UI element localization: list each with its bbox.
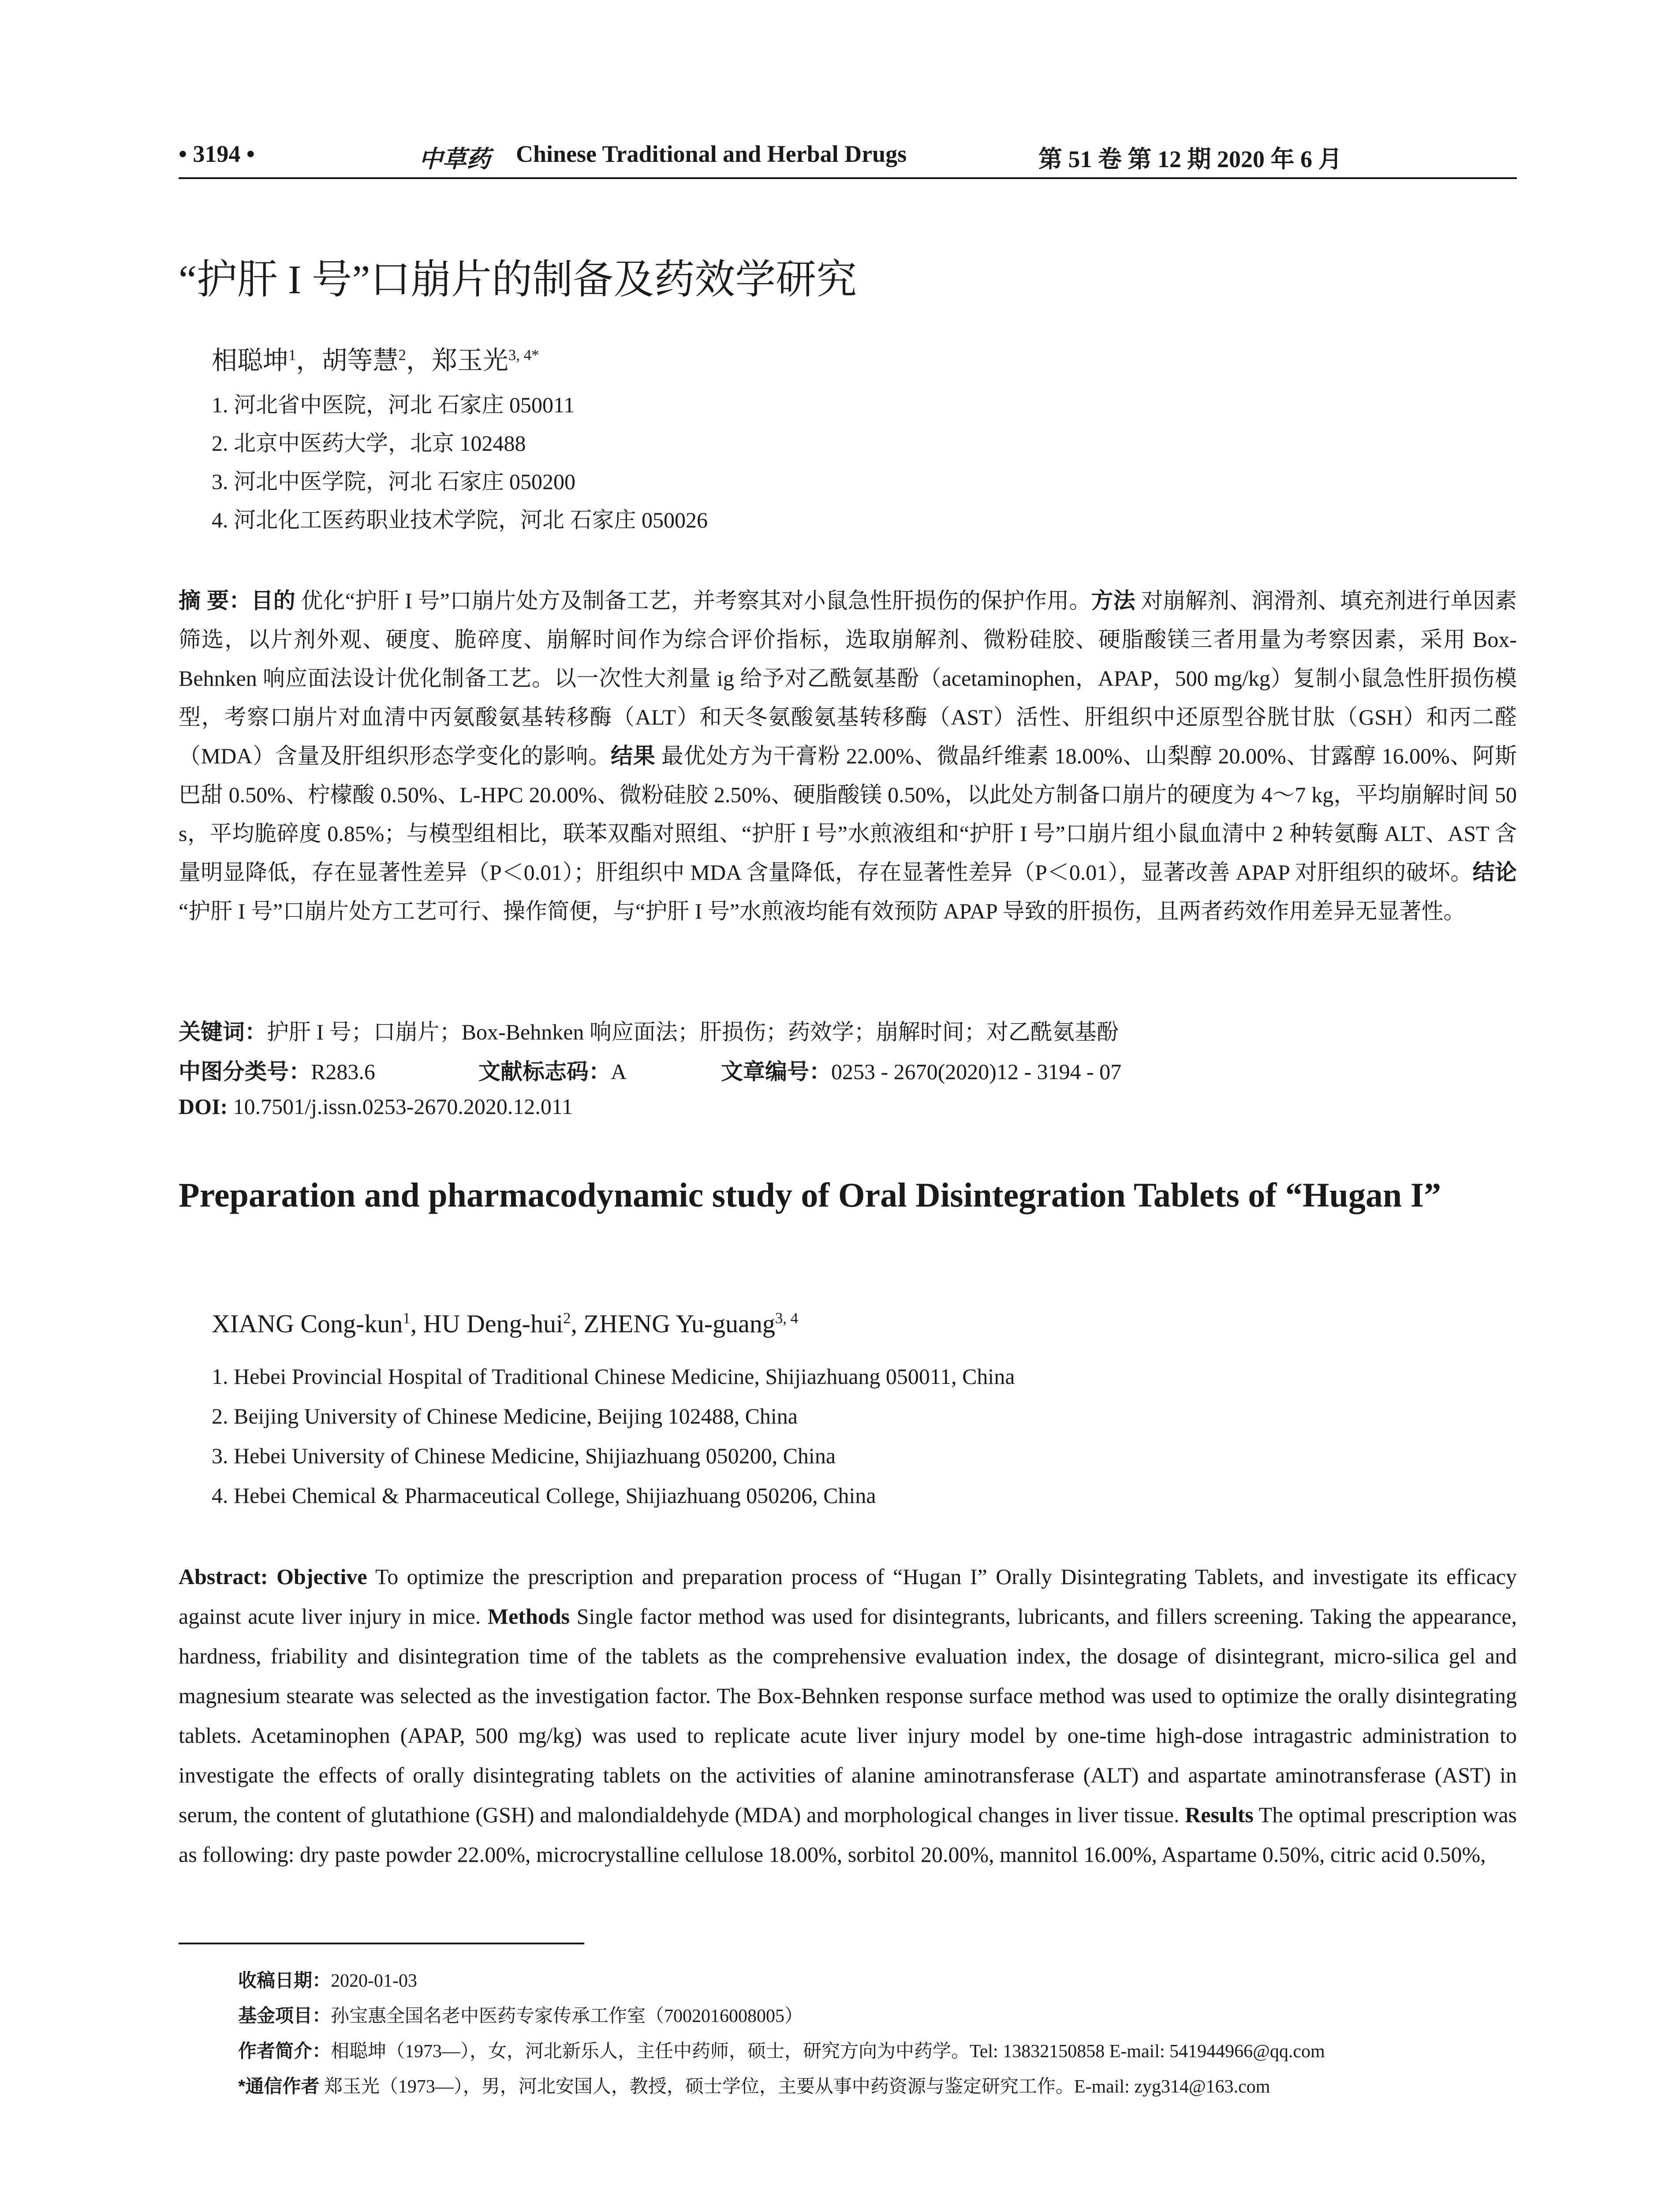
article-title-en: Preparation and pharmacodynamic study of Oral Disintegration Tablets of “Hugan I” [179,1176,1441,1214]
affiliation-en: 2. Beijing University of Chinese Medicine, Beijing 102488, China [212,1404,798,1428]
author-name: XIANG Cong-kun [212,1309,403,1338]
journal-name-cn: 中草药 [419,145,490,173]
document-code-value: A [611,1059,627,1084]
author-name: ZHENG Yu-guang [583,1309,775,1338]
affiliation-cn: 1. 河北省中医院，河北 石家庄 050011 [212,392,575,417]
corresponding-label: *通信作者 [238,2076,320,2097]
affiliation-cn: 2. 北京中医药大学，北京 102488 [212,431,526,456]
author-affiliation-mark: 1 [403,1309,411,1327]
fund-label: 基金项目： [238,2005,331,2026]
article-title-cn: “护肝 I 号”口崩片的制备及药效学研究 [179,257,857,302]
classification-line [179,1054,375,1086]
author-name: HU Deng-hui [423,1309,564,1338]
keywords-text: 护肝 I 号；口崩片；Box-Behnken 响应面法；肝损伤；药效学；崩解时间；对乙酰氨基酚 [267,1020,1119,1044]
page-number: • 3194 • [179,141,255,167]
doi-value[interactable]: 10.7501/j.issn.0253-2670.2020.12.011 [228,1094,573,1119]
keywords-label: 关键词： [179,1020,267,1044]
journal-name-en: Chinese Traditional and Herbal Drugs [516,141,907,167]
abstract-objective-label: Abstract: Objective [179,1564,367,1589]
author-affiliation-mark: 1 [288,346,296,364]
footnote-fund [238,2001,803,2028]
abstract-cn [179,581,1517,931]
author-separator: ， [296,346,322,375]
document-code-label: 文献标志码： [478,1059,611,1084]
objective-label: 目的 [251,588,295,613]
abstract-en [179,1557,1517,1874]
conclusion-text: “护肝 I 号”口崩片处方工艺可行、操作简便，与“护肝 I 号”水煎液均能有效预防 APAP 导致的肝损伤，且两者药效作用差异无显著性。 [179,899,1466,923]
issue-info: 第 51 卷 第 12 期 2020 年 6 月 [1038,146,1342,172]
methods-label: 方法 [1091,588,1135,613]
author-separator: , [410,1309,423,1338]
author-name: 相聪坤 [212,346,289,375]
author-separator: , [571,1309,584,1338]
footnote-received [238,1966,417,1992]
results-label: Results [1185,1802,1254,1827]
running-header [179,140,1517,180]
document-code [478,1054,627,1086]
affiliation-en: 4. Hebei Chemical & Pharmaceutical College, Shijiazhuang 050206, China [212,1483,876,1508]
author-separator: ， [406,346,432,375]
affiliation-en: 3. Hebei University of Chinese Medicine, Shijiazhuang 050200, China [212,1443,836,1468]
author-name: 郑玉光 [431,346,508,375]
doi-line [179,1094,573,1119]
received-label: 收稿日期： [238,1970,331,1991]
conclusion-label: 结论 [1472,860,1517,885]
footnote-rule [179,1943,584,1944]
authors-cn [212,340,539,377]
authors-en [212,1309,798,1338]
results-label: 结果 [611,744,656,768]
article-number-label: 文章编号： [721,1059,831,1084]
fund-text: 孙宝惠全国名老中医药专家传承工作室（7002016008005） [331,2006,803,2026]
methods-text: Single factor method was used for disintegrants, lubricants, and fillers screening. Taking the appearance, hardness, friability and disintegration time of the tablets as the comprehensive evaluation index, the dosage of disintegrant, micro-silica gel and magnesium stearate was selected as the investigation factor. The Box-Behnken response surface method was used to optimize the orally disintegrating tablets. Acetaminophen (APAP, 500 mg/kg) was used to replicate acute liver injury model by one-time high-dose intragastric administration to investigate the effects of orally disintegrating tablets on the activities of alanine aminotransferase (ALT) and aspartate aminotransferase (AST) in serum, the content of glutathione (GSH) and malondialdehyde (MDA) and morphological changes in liver tissue. [179,1604,1517,1827]
clc-label: 中图分类号： [179,1059,311,1084]
doi-label: DOI: [179,1094,228,1119]
corresponding-text: 郑玉光（1973—），男，河北安国人，教授，硕士学位，主要从事中药资源与鉴定研究工作。E-mail: zyg314@163.com [319,2077,1270,2097]
methods-label: Methods [487,1604,570,1629]
article-number-value: 0253 - 2670(2020)12 - 3194 - 07 [831,1059,1122,1084]
affiliation-cn: 4. 河北化工医药职业技术学院，河北 石家庄 050026 [212,508,708,532]
author-bio-text: 相聪坤（1973—），女，河北新乐人，主任中药师，硕士，研究方向为中药学。Tel: 13832150858 E-mail: 541944966@qq.com [331,2041,1325,2062]
received-date: 2020-01-03 [331,1971,417,1991]
author-affiliation-mark: 3, 4 [775,1309,799,1327]
author-affiliation-mark: 3, 4* [508,346,539,364]
footnote-author [238,2037,1325,2063]
abstract-label: 摘 要： [179,588,251,613]
results-text: The optimal prescription was as following: dry paste powder 22.00%, microcrystalline cellulose 18.00%, sorbitol 20.00%, mannitol 16.00%, Aspartame 0.50%, citric acid 0.50%, [179,1802,1517,1867]
keywords-line [179,1014,1119,1046]
author-affiliation-mark: 2 [563,1309,571,1327]
author-bio-label: 作者简介： [238,2041,331,2061]
objective-text: 优化“护肝 I 号”口崩片处方及制备工艺，并考察其对小鼠急性肝损伤的保护作用。 [295,588,1091,613]
affiliation-cn: 3. 河北中医学院，河北 石家庄 050200 [212,469,575,494]
article-number [721,1054,1121,1086]
clc-value: R283.6 [311,1059,375,1084]
footnote-corresponding [238,2072,1270,2098]
author-name: 胡等慧 [321,346,399,375]
header-rule [179,177,1517,179]
objective-text: To optimize the prescription and preparation process of “Hugan I” Orally Disintegrating Tablets, and investigate its efficacy against acute liver injury in mice. [179,1564,1517,1629]
methods-text: 对崩解剂、润滑剂、填充剂进行单因素筛选，以片剂外观、硬度、脆碎度、崩解时间作为综合评价指标，选取崩解剂、微粉硅胶、硬脂酸镁三者用量为考察因素，采用 Box-Behnken 响应面法设计优化制备工艺。以一次性大剂量 ig 给予对乙酰氨基酚（acetaminophen，APAP，500 mg/kg）复制小鼠急性肝损伤模型，考察口崩片对血清中丙氨酸氨基转移酶（ALT）和天冬氨酸氨基转移酶（AST）活性、肝组织中还原型谷胱甘肽（GSH）和丙二醛（MDA）含量及肝组织形态学变化的影响。 [179,588,1517,768]
affiliation-en: 1. Hebei Provincial Hospital of Traditional Chinese Medicine, Shijiazhuang 050011, China [212,1364,1015,1389]
results-text: 最优处方为干膏粉 22.00%、微晶纤维素 18.00%、山梨醇 20.00%、甘露醇 16.00%、阿斯巴甜 0.50%、柠檬酸 0.50%、L-HPC 20.00%、微粉硅胶 2.50%、硬脂酸镁 0.50%，以此处方制备口崩片的硬度为 4～7 kg，平均崩解时间 50 s，平均脆碎度 0.85%；与模型组相比，联苯双酯对照组、“护肝 I 号”水煎液组和“护肝 I 号”口崩片组小鼠血清中 2 种转氨酶 ALT、AST 含量明显降低，存在显著性差异（P＜0.01）；肝组织中 MDA 含量降低，存在显著性差异（P＜0.01），显著改善 APAP 对肝组织的破坏。 [179,744,1517,885]
author-affiliation-mark: 2 [398,346,406,364]
